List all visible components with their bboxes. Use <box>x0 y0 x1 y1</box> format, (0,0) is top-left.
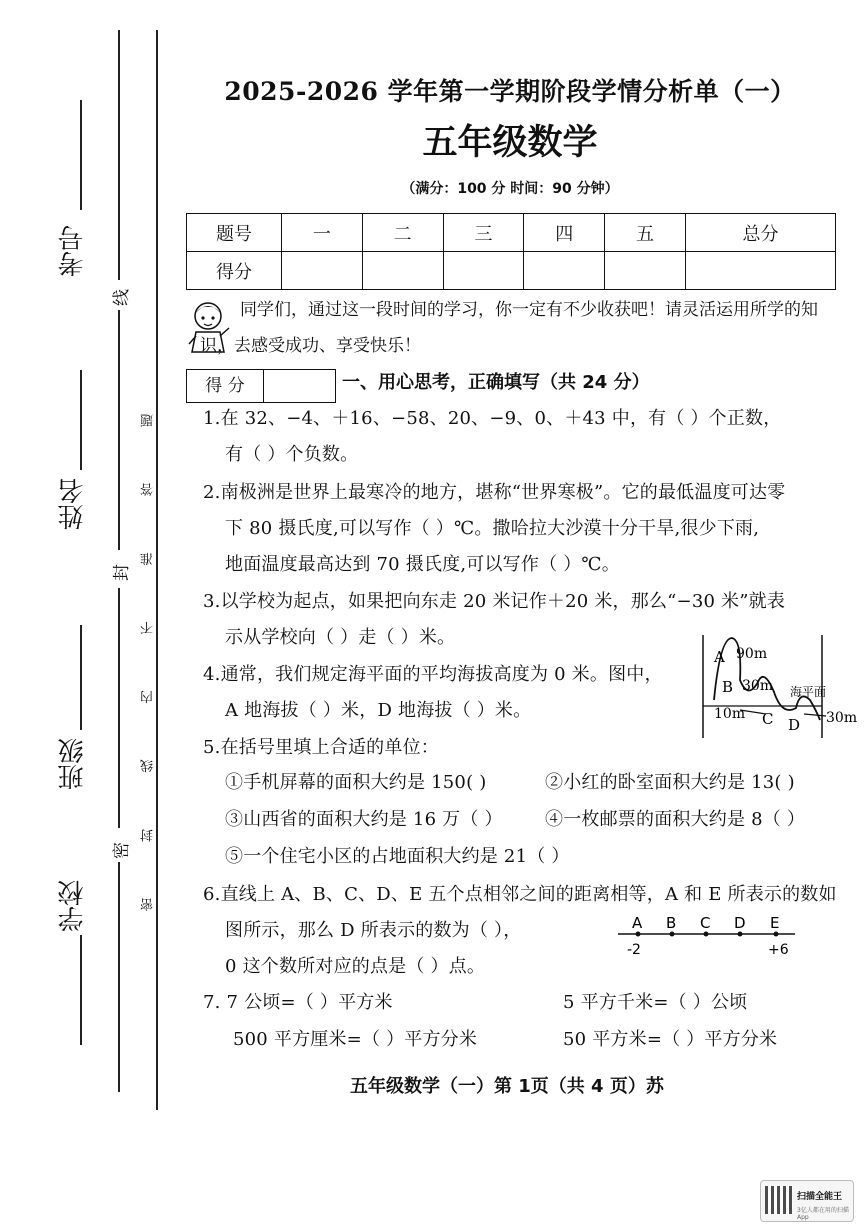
value-E: +6 <box>768 942 789 958</box>
section-score-label: 得 分 <box>187 370 264 402</box>
school-line <box>80 935 82 1045</box>
section-score-field[interactable] <box>264 370 335 402</box>
seal-word-seal: 封 <box>112 564 132 581</box>
section-score-box <box>186 369 336 403</box>
question-3-line-1: 3.以学校为起点，如果把向东走 20 米记作＋20 米，那么“−30 米”就表 <box>203 591 786 612</box>
seal-dash-line-low <box>118 588 120 828</box>
seal-warning: 密 封 线 内 不 准 答 题 <box>141 388 156 911</box>
seal-dash-line-bottom <box>118 862 120 1092</box>
question-5-item-1: ①手机屏幕的面积大约是 150( ) <box>225 772 487 793</box>
point-D <box>738 932 743 937</box>
seal-word-secret: 密 <box>112 842 132 859</box>
score-cell[interactable] <box>605 252 686 290</box>
label-A: A <box>714 648 725 666</box>
question-5-item-5: ⑤一个住宅小区的占地面积大约是 21（ ） <box>225 846 570 867</box>
score-cell[interactable] <box>362 252 443 290</box>
label-D: D <box>788 716 801 734</box>
school-label: 学校 <box>58 880 88 932</box>
question-7-item-1: 7. 7 公顷=（ ）平方米 <box>203 992 393 1013</box>
score-header-cell: 题号 <box>187 214 282 252</box>
exam-meta: （满分：100 分 时间：90 分钟） <box>401 181 619 197</box>
label-C: C <box>762 710 774 728</box>
score-row-label: 得分 <box>187 252 282 290</box>
seal-dash-line-mid <box>118 310 120 550</box>
score-header-cell: 三 <box>443 214 524 252</box>
label-A-height: 90m <box>736 646 768 662</box>
question-6-line-1: 6.直线上 A、B、C、D、E 五个点相邻之间的距离相等，A 和 E 所表示的数如 <box>203 884 837 905</box>
scanner-subtitle: 3亿人都在用的扫描App <box>797 1207 849 1221</box>
subject-title: 五年级数学 <box>422 123 598 163</box>
score-header-cell: 四 <box>524 214 605 252</box>
number-line-figure <box>610 912 800 962</box>
question-2-line-2: 下 80 摄氏度,可以写作（ ）℃。撒哈拉大沙漠十分干旱,很少下雨, <box>225 518 760 539</box>
question-5-item-3: ③山西省的面积大约是 16 万（ ） <box>225 809 503 830</box>
question-1-line-1: 1.在 32、−4、＋16、−58、20、−9、0、＋43 中，有（ ）个正数， <box>203 408 782 429</box>
question-5-prompt: 5.在括号里填上合适的单位： <box>203 737 439 758</box>
question-5-item-4: ④一枚邮票的面积大约是 8（ ） <box>545 809 806 830</box>
score-table-header-row <box>187 214 836 252</box>
question-5-item-2: ②小红的卧室面积大约是 13( ) <box>545 772 795 793</box>
question-7-item-4: 50 平方米=（ ）平方分米 <box>563 1029 778 1050</box>
score-header-cell: 二 <box>362 214 443 252</box>
point-C <box>704 932 709 937</box>
label-point-B: B <box>666 914 677 932</box>
score-header-cell: 总分 <box>685 214 835 252</box>
label-B: B <box>722 678 734 696</box>
score-header-cell: 五 <box>605 214 686 252</box>
score-cell[interactable] <box>685 252 835 290</box>
label-D-depth: 30m <box>826 710 858 726</box>
label-point-E: E <box>770 914 780 932</box>
question-6-line-2: 图所示，那么 D 所表示的数为（ ）， <box>225 920 522 941</box>
scanner-brand: 扫描全能王 <box>797 1192 843 1202</box>
qr-code-icon <box>765 1186 793 1214</box>
question-1-line-2: 有（ ）个负数。 <box>225 444 359 465</box>
score-cell[interactable] <box>524 252 605 290</box>
exam-no-label: 考号 <box>58 225 88 277</box>
label-point-C: C <box>700 914 711 932</box>
scanner-watermark <box>760 1180 854 1222</box>
label-C-depth: 10m <box>714 706 746 722</box>
name-line <box>80 370 82 470</box>
name-label: 姓名 <box>58 478 88 530</box>
label-point-A: A <box>632 914 643 932</box>
point-E <box>774 932 779 937</box>
point-B <box>670 932 675 937</box>
score-table-score-row <box>187 252 836 290</box>
question-7-item-3: 500 平方厘米=（ ）平方分米 <box>233 1029 478 1050</box>
score-table <box>186 213 836 290</box>
score-cell[interactable] <box>282 252 363 290</box>
question-2-line-3: 地面温度最高达到 70 摄氏度,可以写作（ ）℃。 <box>225 554 620 575</box>
score-cell[interactable] <box>443 252 524 290</box>
question-2-line-1: 2.南极洲是世界上最寒冷的地方，堪称“世界寒极”。它的最低温度可达零 <box>203 482 786 503</box>
intro-text: 同学们，通过这一段时间的学习，你一定有不少收获吧！请灵活运用所学的知识，去感受成功、享受快乐！ <box>200 300 818 356</box>
exam-no-line <box>80 100 82 210</box>
question-3-line-2: 示从学校向（ ）走（ ）米。 <box>225 627 456 648</box>
label-sea-level: 海平面 <box>790 685 827 699</box>
question-4-line-1: 4.通常，我们规定海平面的平均海拔高度为 0 米。图中， <box>203 664 663 685</box>
label-point-D: D <box>734 914 746 932</box>
question-4-line-2: A 地海拔（ ）米，D 地海拔（ ）米。 <box>225 700 532 721</box>
value-A: -2 <box>627 942 641 958</box>
question-6-line-3: 0 这个数所对应的点是（ ）点。 <box>225 956 486 977</box>
class-line <box>80 625 82 730</box>
score-header-cell: 一 <box>282 214 363 252</box>
seal-word-line: 线 <box>112 289 132 306</box>
altitude-figure <box>700 630 860 742</box>
question-7-item-2: 5 平方千米=（ ）公顷 <box>563 992 748 1013</box>
label-B-height: 30m <box>742 678 774 694</box>
class-label: 班级 <box>58 738 88 790</box>
point-A <box>636 932 641 937</box>
exam-title: 2025-2026 学年第一学期阶段学情分析单（一） <box>224 77 796 106</box>
page-footer: 五年级数学（一）第 1页（共 4 页）苏 <box>350 1076 664 1097</box>
section-title: 一、用心思考，正确填写（共 24 分） <box>342 372 650 393</box>
seal-dash-line-top <box>118 30 120 280</box>
